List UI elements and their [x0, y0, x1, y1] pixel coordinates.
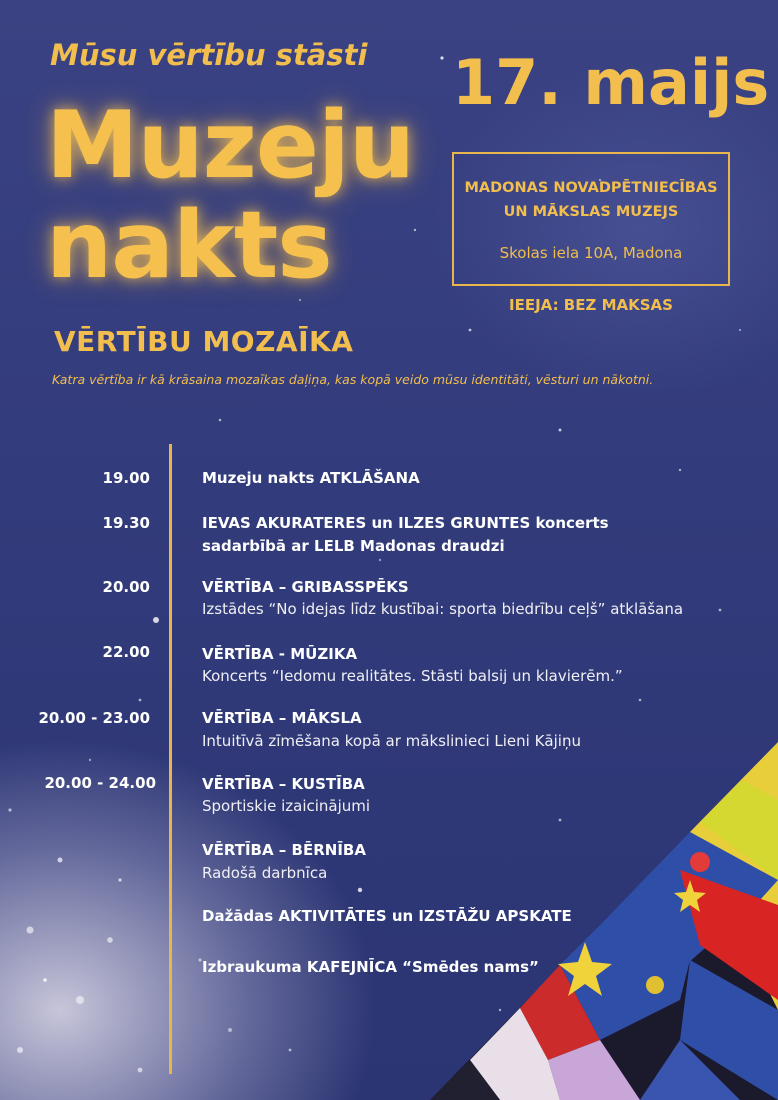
event-description: Koncerts “Iedomu realitātes. Stāsti balsij un klavierēm.”	[202, 667, 623, 685]
event-description: Izstādes “No idejas līdz kustībai: sporta biedrību ceļš” atklāšana	[202, 600, 684, 618]
event-time: 20.00 - 23.00	[38, 709, 150, 727]
event-title: Dažādas AKTIVITĀTES un IZSTĀŽU APSKATE	[202, 907, 572, 925]
event-description: Sportiskie izaicinājumi	[202, 797, 371, 815]
event-title: Muzeju nakts ATKLĀŠANA	[202, 469, 420, 487]
event-time: 20.00	[102, 578, 150, 596]
event-time: 22.00	[102, 643, 150, 661]
event-time: 19.00	[102, 469, 150, 487]
venue-name-line2: UN MĀKSLAS MUZEJS	[503, 204, 679, 220]
event-title: Izbraukuma KAFEJNĪCA “Smēdes nams”	[202, 958, 539, 976]
main-title-line1: Muzeju	[46, 91, 415, 199]
event-time: 20.00 - 24.00	[44, 774, 156, 792]
event-description: Intuitīvā zīmēšana kopā ar mākslinieci Lieni Kājiņu	[202, 732, 581, 750]
event-title: VĒRTĪBA – MĀKSLA	[202, 709, 362, 727]
event-date: 17. maijs	[452, 46, 770, 119]
event-title: VĒRTĪBA – BĒRNĪBA	[202, 841, 366, 859]
event-title-continued: sadarbībā ar LELB Madonas draudzi	[202, 537, 505, 555]
subtitle: Mūsu vērtību stāsti	[50, 38, 368, 72]
event-time: 19.30	[102, 514, 150, 532]
venue-box	[452, 152, 730, 286]
theme-description: Katra vērtība ir kā krāsaina mozaīkas daļiņa, kas kopā veido mūsu identitāti, vēsturi un nākotni.	[52, 372, 654, 387]
event-title: VĒRTĪBA – GRIBASSPĒKS	[202, 578, 409, 596]
event-description: Radošā darbnīca	[202, 864, 328, 882]
venue-address: Skolas iela 10A, Madona	[499, 244, 683, 262]
timeline-line	[169, 444, 172, 1074]
entry-fee: IEEJA: BEZ MAKSAS	[509, 296, 673, 314]
main-title	[46, 91, 415, 299]
venue-name-line1: MADONAS NOVADPĒTNIECĪBAS	[464, 180, 718, 196]
event-title: VĒRTĪBA - MŪZIKA	[202, 645, 358, 663]
venue-name	[454, 176, 728, 224]
main-title-line2: nakts	[46, 191, 332, 299]
event-title: IEVAS AKURATERES un ILZES GRUNTES koncerts	[202, 514, 609, 532]
theme-title: VĒRTĪBU MOZAĪKA	[54, 325, 354, 358]
event-title: VĒRTĪBA – KUSTĪBA	[202, 775, 365, 793]
